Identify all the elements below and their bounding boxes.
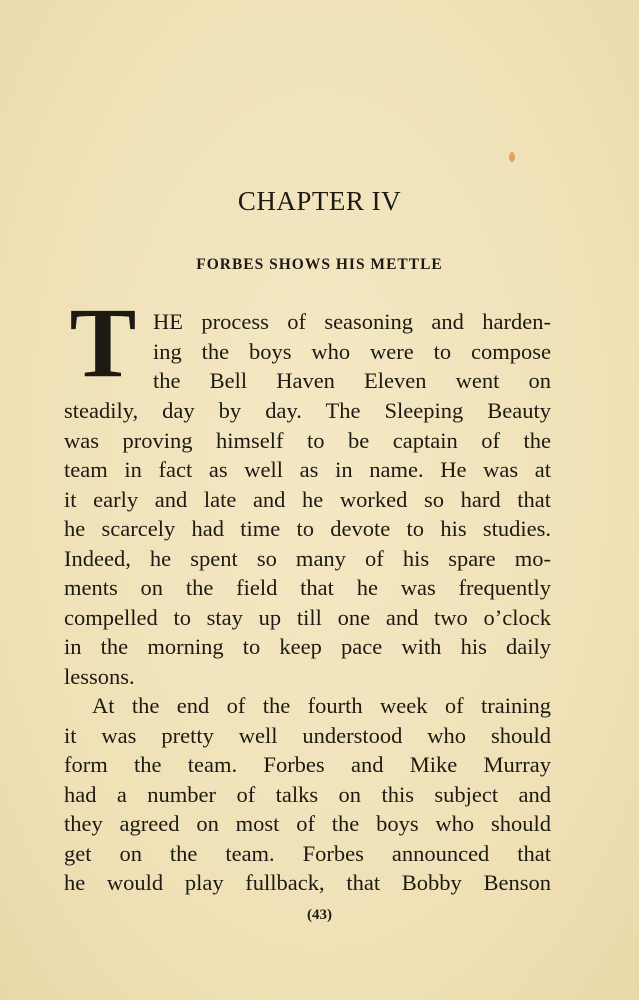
text-line: was proving himself to be captain of the <box>64 427 551 453</box>
chapter-heading: CHAPTER IV <box>237 186 402 216</box>
text-line: had a number of talks on this subject and <box>64 781 551 807</box>
text-line: he would play fullback, that Bobby Benson <box>64 870 551 895</box>
text-line: it was pretty well understood who should <box>64 722 551 748</box>
text-line: compelled to stay up till one and two o’clock <box>64 604 551 630</box>
text-line: form the team. Forbes and Mike Murray <box>64 752 551 777</box>
text-line: ments on the field that he was frequently <box>64 575 551 600</box>
drop-cap: T <box>69 287 137 398</box>
text-line: get on the team. Forbes announced that <box>64 840 551 866</box>
text-line: the Bell Haven Eleven went on <box>153 368 551 393</box>
text-line: At the end of the fourth week of training <box>92 693 551 718</box>
body-text <box>64 396 551 898</box>
text-line: steadily, day by day. The Sleeping Beauty <box>64 398 551 423</box>
text-line: Indeed, he spent so many of his spare mo- <box>64 545 551 571</box>
drop-cap-lines <box>153 307 551 396</box>
text-line: lessons. <box>64 663 135 689</box>
text-line: it early and late and he worked so hard that <box>64 486 551 512</box>
text-line: in the morning to keep pace with his daily <box>64 634 551 659</box>
page-number: (43) <box>307 907 332 923</box>
paper-stain <box>509 152 515 162</box>
text-line: ing the boys who were to compose <box>153 338 551 364</box>
text-line: HE process of seasoning and harden- <box>153 309 551 334</box>
text-line: he scarcely had time to devote to his studies. <box>64 516 551 541</box>
text-line: team in fact as well as in name. He was at <box>64 457 551 482</box>
chapter-subtitle: FORBES SHOWS HIS METTLE <box>196 256 443 273</box>
text-line: they agreed on most of the boys who should <box>64 811 551 836</box>
